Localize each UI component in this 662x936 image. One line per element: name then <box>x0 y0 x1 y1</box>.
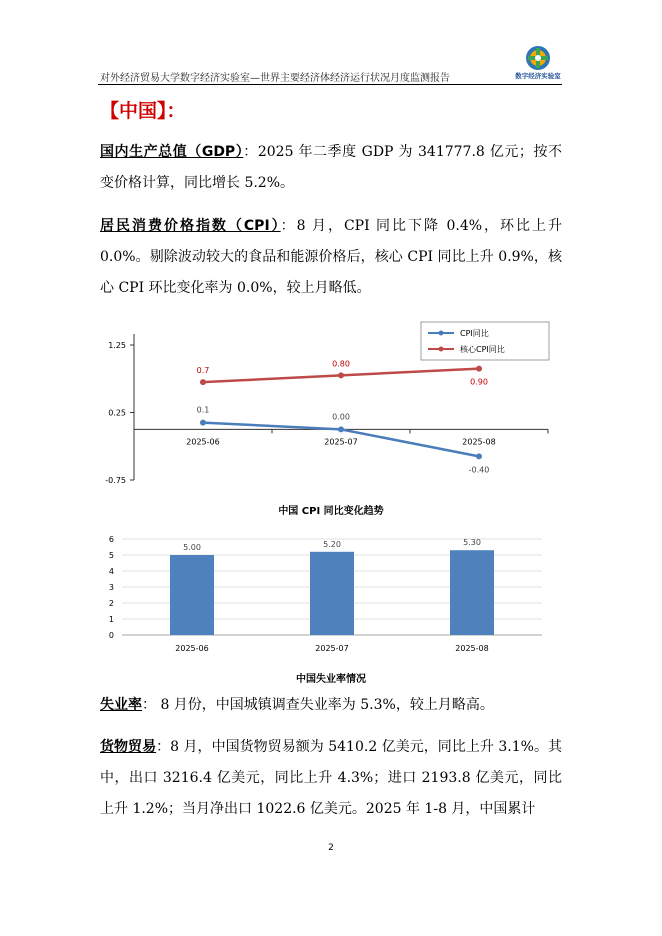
unemployment-text: ： 8 月份，中国城镇调查失业率为 5.3%，较上月略高。 <box>142 697 494 713</box>
y-tick-label: -0.75 <box>105 476 126 485</box>
section-title: 【中国】： <box>100 100 186 122</box>
x-tick-label: 2025-08 <box>462 437 496 447</box>
cpi-text: ：8 月，CPI 同比下降 0.4%，环比上升 0.0%。剔除波动较大的食品和能源价格后，核心 CPI 同比上升 0.9%，核心 CPI 环比变化率为 0.0%，较上月略低。 <box>100 218 562 296</box>
data-label: 0.80 <box>332 359 350 369</box>
x-tick-label: 2025-06 <box>175 644 209 653</box>
y-tick-label: 1 <box>108 615 114 624</box>
x-tick-label: 2025-07 <box>324 437 358 447</box>
data-point <box>476 366 482 372</box>
page-number: 2 <box>328 843 334 853</box>
cpi-line-chart-svg <box>96 320 566 520</box>
y-tick-label: 5 <box>108 551 114 560</box>
data-label: 0.7 <box>196 366 210 376</box>
data-label: 0.00 <box>332 412 350 422</box>
bar-value-label: 5.30 <box>463 538 481 548</box>
trade-text: ：8 月，中国货物贸易额为 5410.2 亿美元，同比上升 3.1%。其中，出口 3216.4 亿美元，同比上升 4.3%；进口 2193.8 亿美元，同比上升 1.2%；当月净出口 1022.6 亿美元。2025 年 1-8 月，中国累计 <box>100 739 563 817</box>
data-label: 0.1 <box>196 405 210 415</box>
cpi-line-chart <box>96 320 566 520</box>
x-tick-label: 2025-08 <box>455 644 489 653</box>
data-point <box>200 420 206 426</box>
bar-value-label: 5.20 <box>323 539 341 549</box>
y-tick-label: 4 <box>108 567 114 576</box>
gdp-text: ：2025 年二季度 GDP 为 341777.8 亿元；按不变价格计算，同比增长 5.2%。 <box>100 144 562 191</box>
legend-marker <box>439 331 444 336</box>
lab-logo <box>510 44 566 84</box>
bar <box>310 552 354 635</box>
bar <box>170 555 214 635</box>
data-point <box>476 453 482 459</box>
legend-marker <box>439 347 444 352</box>
y-tick-label: 1.25 <box>108 341 126 350</box>
legend-label: 核心CPI同比 <box>460 345 505 354</box>
bar <box>450 550 494 635</box>
data-point <box>338 426 344 432</box>
cpi-paragraph <box>100 211 562 304</box>
unemployment-bar-chart <box>96 527 566 689</box>
y-tick-label: 0.25 <box>108 408 126 418</box>
x-tick-label: 2025-06 <box>186 437 220 447</box>
gdp-term: 国内生产总值（GDP） <box>100 144 244 160</box>
cpi-chart-title: 中国 CPI 同比变化趋势 <box>278 506 384 517</box>
report-header: 对外经济贸易大学数字经济实验室—世界主要经济体经济运行状况月度监测报告 <box>100 73 450 84</box>
data-label: -0.40 <box>468 465 490 475</box>
gdp-paragraph <box>100 137 562 199</box>
unemployment-bar-chart-svg <box>96 527 566 689</box>
trade-paragraph <box>100 732 562 825</box>
data-point <box>338 372 344 378</box>
logo-emblem-icon <box>510 44 566 72</box>
data-label: 0.90 <box>470 377 488 387</box>
y-tick-label: 0 <box>108 631 114 640</box>
trade-term: 货物贸易 <box>100 739 157 755</box>
y-tick-label: 6 <box>108 535 114 544</box>
logo-text: 数字经济实验室 <box>515 72 561 80</box>
cpi-term: 居民消费价格指数（CPI） <box>100 218 281 234</box>
y-tick-label: 2 <box>108 599 114 608</box>
bar-value-label: 5.00 <box>183 543 201 552</box>
header-rule <box>98 84 562 85</box>
unemployment-chart-title: 中国失业率情况 <box>296 674 366 685</box>
legend-label: CPI同比 <box>460 329 489 338</box>
unemployment-paragraph <box>100 690 562 721</box>
x-tick-label: 2025-07 <box>315 644 349 653</box>
y-tick-label: 3 <box>108 583 114 592</box>
chart-legend <box>421 322 549 360</box>
unemployment-term: 失业率 <box>100 697 142 713</box>
data-point <box>200 379 206 385</box>
